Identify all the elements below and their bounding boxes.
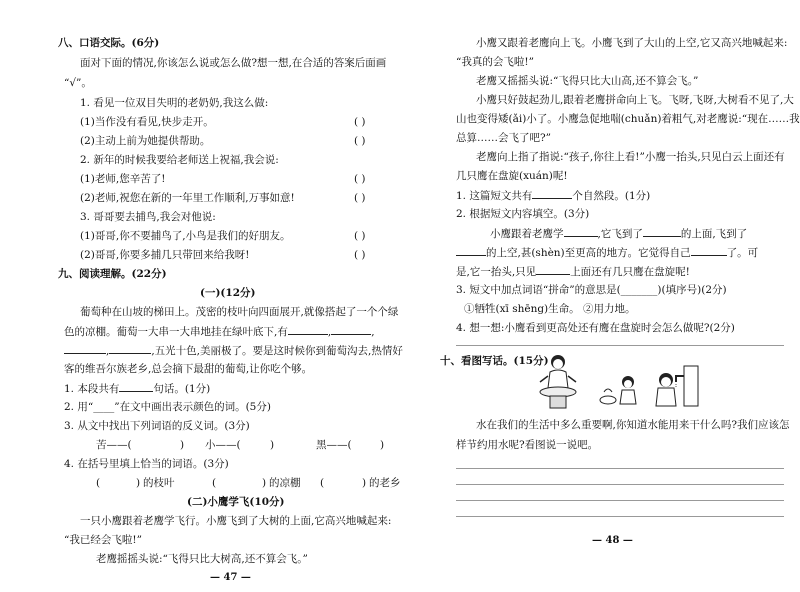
blank[interactable] <box>532 188 572 199</box>
passage-1-line: 色的凉棚。葡萄一大串一大串地挂在绿叶底下,有 , , <box>64 326 375 338</box>
passage-2-line: 老鹰又摇摇头说:“飞得只比大山高,还不算会飞。” <box>476 75 699 87</box>
page-47: 八、口语交际。(6分) 面对下面的情况,你该怎么说或怎么做?想一想,在合适的答案后面画 “√”。 1. 看见一位双目失明的老奶奶,我这么做: (1)当作没有看见,快步走开。 ( ) (2)主动上前为她提供帮助。 ( ) 2. 新年的时候我要给老师送上祝福,我会说: (1)老师,您辛苦了! ( ) (2)老师,祝您在新的一年里工作顺利,万事如意! ( ) 3. 哥哥要去捕鸟,我会对他说: (1)哥哥,你不要捕鸟了,小鸟是我们的好朋友。 ( ) (2)哥哥,你要多捕几只带回来给我呀! ( ) 九、阅读理解。(22分) (一)(12分) 葡萄种在山坡的梯田上。茂密的枝叶向四面展开,就像搭起了一个个绿 色的凉棚。葡萄一大串一大串地挂在绿叶底下,有 , , , ,五光十色,美丽极了。要是这时候你到葡萄沟去,热情好 客的维吾尔族老乡,总会摘下最甜的葡萄,让你吃个够。 1. 本段共有 句话。(1分) 2. 用“____”在文中画出表示颜色的词。(5分) 3. 从文中找出下列词语的反义词。(3分) 苦——( ) 小——( ) 黑——( ) 4. 在括号里填上恰当的词语。(3分) ( ) 的枝叶 ( ) 的凉棚 ( ) 的老乡 (二)小鹰学飞(10分) 一只小鹰跟着老鹰学飞行。小鹰飞到了大树的上面,它高兴地喊起来: “我已经会飞啦!” 老鹰摇摇头说:“飞得只比大树高,还不算会飞。” — 47 — <box>58 37 403 583</box>
p1-question-4: 4. 在括号里填上恰当的词语。(3分) <box>64 458 229 470</box>
fill-word-3: 的老乡 <box>369 477 401 489</box>
passage-2-line: 总算……会飞了吧?” <box>456 132 551 144</box>
question-2: 2. 新年的时候我要给老师送上祝福,我会说: <box>80 154 279 166</box>
section-10-prompt: 样节约用水呢?看图说一说吧。 <box>456 439 599 451</box>
writing-line[interactable] <box>456 484 784 485</box>
answer-paren[interactable]: ( ) <box>354 173 366 185</box>
fill-word-2: 的凉棚 <box>269 477 301 489</box>
page-number: — 47 — <box>210 572 251 583</box>
passage-2-line: 小鹰又跟着老鹰向上飞。小鹰飞到了大山的上空,它又高兴地喊起来: <box>476 37 788 49</box>
question-1-option-1: (1)当作没有看见,快步走开。 <box>80 116 214 128</box>
question-2-option-2: (2)老师,祝您在新的一年里工作顺利,万事如意! <box>80 192 295 204</box>
passage-1-line: 葡萄种在山坡的梯田上。茂密的枝叶向四面展开,就像搭起了一个个绿 <box>80 306 399 318</box>
section-8-intro: 面对下面的情况,你该怎么说或怎么做?想一想,在合适的答案后面画 <box>80 57 387 69</box>
blank[interactable] <box>691 245 727 256</box>
blank[interactable] <box>119 381 153 392</box>
section-10-prompt: 水在我们的生活中多么重要啊,你知道水能用来干什么吗?我们应该怎 <box>476 419 790 431</box>
question-3-option-1: (1)哥哥,你不要捕鸟了,小鸟是我们的好朋友。 <box>80 230 291 242</box>
page-48 <box>400 0 800 592</box>
passage-1-line: 客的维吾尔族老乡,总会摘下最甜的葡萄,让你吃个够。 <box>64 363 313 375</box>
passage-2-line: “我已经会飞啦!” <box>64 534 142 546</box>
antonym-3: 黑——( <box>316 439 352 451</box>
p1-question-3: 3. 从文中找出下列词语的反义词。(3分) <box>64 420 250 432</box>
question-3: 3. 哥哥要去捕鸟,我会对他说: <box>80 211 216 223</box>
passage-1-title: (一)(12分) <box>200 287 256 299</box>
answer-paren[interactable]: ( ) <box>354 192 366 204</box>
passage-2-line: “我真的会飞啦!” <box>456 56 534 68</box>
p2-question-2-fill: 的上空,甚(shèn)至更高的地方。它觉得自己 了。可 <box>456 245 758 260</box>
passage-2-line: 老鹰摇摇头说:“飞得只比大树高,还不算会飞。” <box>96 553 308 565</box>
p1-question-1: 1. 本段共有 句话。(1分) <box>64 383 211 395</box>
blank[interactable] <box>64 343 106 354</box>
section-10-title: 十、看图写话。(15分) <box>440 355 549 367</box>
blank[interactable] <box>456 245 486 256</box>
antonym-1: 苦——( <box>96 439 132 451</box>
passage-2-line: 一只小鹰跟着老鹰学飞行。小鹰飞到了大树的上面,它高兴地喊起来: <box>80 515 392 527</box>
water-usage-illustration <box>536 352 716 412</box>
answer-paren[interactable]: ( ) <box>354 116 366 128</box>
writing-line[interactable] <box>456 500 784 501</box>
p2-question-3: 3. 短文中加点词语“拼命”的意思是(_______)(填序号)(2分) <box>456 284 727 296</box>
section-8-title: 八、口语交际。(6分) <box>58 37 160 49</box>
fill-word-1: 的枝叶 <box>143 477 175 489</box>
blank[interactable] <box>564 226 598 237</box>
p2-question-2-fill: 是,它一抬头,只见 上面还有几只鹰在盘旋呢! <box>456 266 690 278</box>
writing-line[interactable] <box>456 516 784 517</box>
antonym-2: 小——( <box>205 439 241 451</box>
blank[interactable] <box>331 324 371 335</box>
p2-question-4: 4. 想一想:小鹰看到更高处还有鹰在盘旋时会怎么做呢?(2分) <box>456 322 735 334</box>
blank[interactable] <box>109 343 151 354</box>
blank[interactable] <box>536 264 570 275</box>
answer-paren[interactable]: ( ) <box>354 249 366 261</box>
answer-line[interactable] <box>456 345 784 346</box>
p2-question-2-fill: 小鹰跟着老鹰学 ,它飞到了 的上面,飞到了 <box>490 228 748 240</box>
writing-line[interactable] <box>456 468 784 469</box>
passage-1-line: , ,五光十色,美丽极了。要是这时候你到葡萄沟去,热情好 <box>64 343 403 358</box>
passage-2-line: 几只鹰在盘旋(xuán)呢! <box>456 170 568 182</box>
question-1: 1. 看见一位双目失明的老奶奶,我这么做: <box>80 97 269 109</box>
answer-paren[interactable]: ( ) <box>354 230 366 242</box>
question-2-option-1: (1)老师,您辛苦了! <box>80 173 166 185</box>
section-8-intro-cont: “√”。 <box>64 77 92 89</box>
passage-2-title: (二)小鹰学飞(10分) <box>187 496 285 508</box>
passage-2-line: 老鹰向上指了指说:“孩子,你往上看!”小鹰一抬头,只见白云上面还有 <box>476 151 785 163</box>
question-1-option-2: (2)主动上前为她提供帮助。 <box>80 135 211 147</box>
p2-question-2: 2. 根据短文内容填空。(3分) <box>456 208 590 220</box>
blank[interactable] <box>288 324 328 335</box>
p1-question-2: 2. 用“____”在文中画出表示颜色的词。(5分) <box>64 401 271 413</box>
passage-2-line: 小鹰只好鼓起劲儿,跟着老鹰拼命向上飞。飞呀,飞呀,大树看不见了,大 <box>476 94 794 106</box>
section-9-title: 九、阅读理解。(22分) <box>58 268 167 280</box>
blank[interactable] <box>643 226 681 237</box>
p2-question-3-options: ①牺牲(xī shēng)生命。 ②用力地。 <box>464 303 636 315</box>
question-3-option-2: (2)哥哥,你要多捕几只带回来给我呀! <box>80 249 250 261</box>
answer-paren[interactable]: ( ) <box>354 135 366 147</box>
passage-2-line: 山也变得矮(ǎi)小了。小鹰急促地喘(chuǎn)着粗气,对老鹰说:“现在……我 <box>456 113 800 125</box>
page-number: — 48 — <box>592 535 633 546</box>
p2-question-1: 1. 这篇短文共有 个自然段。(1分) <box>456 190 651 202</box>
